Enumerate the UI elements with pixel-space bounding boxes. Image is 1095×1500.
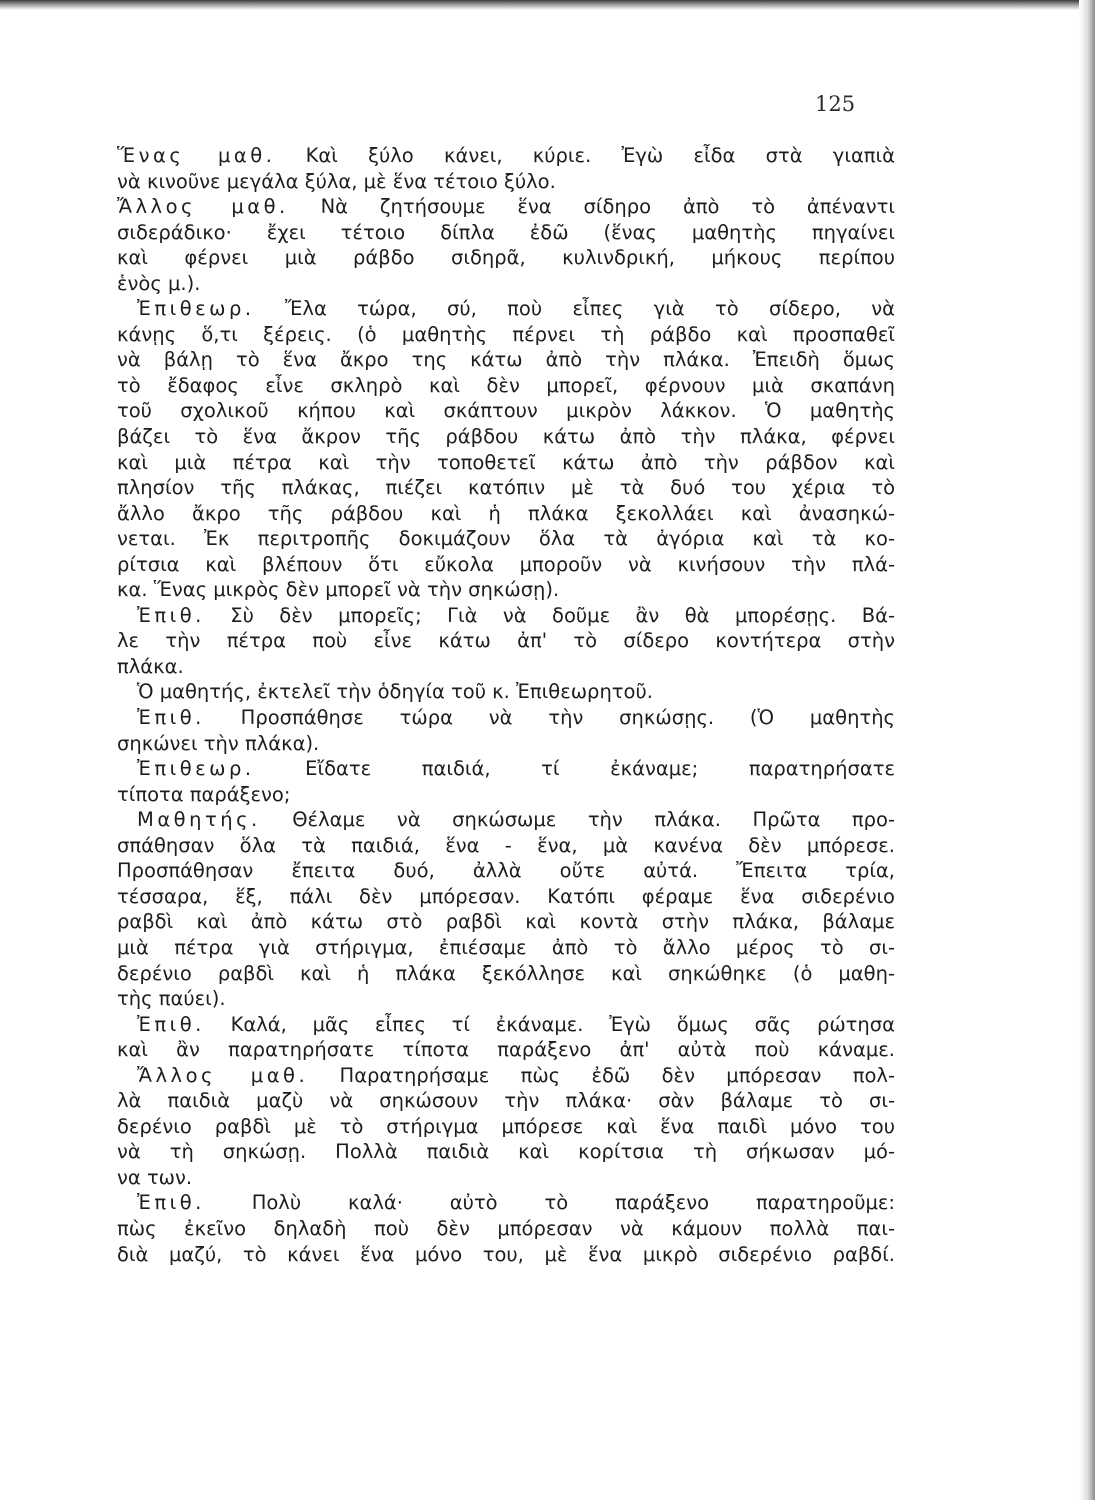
line-text: Θέλαμε νὰ σηκώσωμε τὴν πλάκα. Πρῶτα προ- — [260, 808, 895, 832]
text-line — [117, 526, 895, 552]
text-line — [117, 679, 895, 705]
line-text: Καὶ ξύλο κάνει, κύριε. Ἐγὼ εἶδα στὰ γιαπιὰ — [275, 144, 895, 167]
line-text: Ἔλα τώρα, σύ, ποὺ εἶπες γιὰ τὸ σίδερο, νὰ — [254, 297, 895, 321]
text-line — [117, 654, 895, 680]
line-text: Σὺ δὲν μπορεῖς; Γιὰ νὰ δοῦμε ἂν θὰ μπορέσῃς. Βά- — [204, 603, 895, 627]
text-line — [117, 1216, 895, 1242]
text-line — [117, 322, 895, 348]
text-line — [117, 577, 895, 603]
speaker-label: Ἄλλος μαθ. — [137, 1063, 309, 1087]
text-line — [117, 1063, 895, 1089]
body-text — [117, 143, 895, 1267]
line-text: νὰ βάλῃ τὸ ἕνα ἄκρο της κάτω ἀπὸ τὴν πλάκα. Ἐπειδὴ ὅμως — [117, 348, 895, 372]
line-text: ραβδὶ καὶ ἀπὸ κάτω στὸ ραβδὶ καὶ κοντὰ στὴν πλάκα, βάλαμε — [117, 910, 895, 934]
line-text: Εἴδατε παιδιά, τί ἐκάναμε; παρατηρήσατε — [254, 757, 895, 781]
line-text: Παρατηρήσαμε πὼς ἐδῶ δὲν μπόρεσαν πολ- — [308, 1063, 895, 1087]
line-text: πλησίον τῆς πλάκας, πιέζει κατόπιν μὲ τὰ δυό του χέρια τὸ — [117, 476, 895, 500]
text-line — [117, 1139, 895, 1165]
line-text: Καλά, μᾶς εἶπες τί ἐκάναμε. Ἐγὼ ὅμως σᾶς ρώτησα — [204, 1012, 895, 1036]
line-text: σπάθησαν ὅλα τὰ παιδιά, ἕνα - ἕνα, μὰ κανένα δὲν μπόρεσε. — [117, 833, 895, 857]
text-line — [117, 884, 895, 910]
speaker-label: Ἐπιθ. — [137, 603, 205, 627]
text-line — [117, 909, 895, 935]
text-line — [117, 858, 895, 884]
line-text: διὰ μαζύ, τὸ κάνει ἕνα μόνο του, μὲ ἕνα μικρὸ σιδερένιο ραβδί. — [117, 1242, 895, 1266]
text-line — [117, 1037, 895, 1063]
line-text: κάνῃς ὅ,τι ξέρεις. (ὁ μαθητὴς πέρνει τὴ ράβδο καὶ προσπαθεῖ — [117, 322, 895, 346]
line-text: Πολὺ καλά· αὐτὸ τὸ παράξενο παρατηροῦμε: — [204, 1191, 895, 1215]
line-text: Ὁ μαθητής, ἐκτελεῖ τὴν ὁδηγία τοῦ κ. Ἐπιθεωρητοῦ. — [137, 680, 653, 704]
line-text: καὶ ἂν παρατηρήσατε τίποτα παράξενο ἀπ' αὐτὰ ποὺ κάναμε. — [117, 1038, 895, 1062]
line-text: νὰ τὴ σηκώσῃ. Πολλὰ παιδιὰ καὶ κορίτσια τὴ σήκωσαν μό- — [117, 1140, 895, 1164]
text-line — [117, 271, 895, 297]
text-line — [117, 603, 895, 629]
line-text: τὴς παύει). — [117, 987, 226, 1011]
line-text: μιὰ πέτρα γιὰ στήριγμα, ἐπιέσαμε ἀπὸ τὸ ἄλλο μέρος τὸ σι- — [117, 935, 895, 959]
line-text: τὸ ἔδαφος εἶνε σκληρὸ καὶ δὲν μπορεῖ, φέρνουν μιὰ σκαπάνη — [117, 373, 895, 397]
text-line — [117, 143, 895, 169]
text-line — [117, 373, 895, 399]
text-line — [117, 935, 895, 961]
text-line — [117, 194, 895, 220]
text-line — [117, 1242, 895, 1268]
text-line — [117, 1012, 895, 1038]
line-text: Προσπάθησαν ἔπειτα δυό, ἀλλὰ οὔτε αὐτά. Ἔπειτα τρία, — [117, 859, 895, 883]
line-text: ἄλλο ἄκρο τῆς ράβδου καὶ ἡ πλάκα ξεκολλάει καὶ ἀνασηκώ- — [117, 501, 895, 525]
line-text: σηκώνει τὴν πλάκα). — [117, 731, 320, 755]
line-text: Νὰ ζητήσουμε ἕνα σίδηρο ἀπὸ τὸ ἀπέναντι — [288, 195, 895, 219]
text-line — [117, 450, 895, 476]
text-line — [117, 705, 895, 731]
text-line — [117, 220, 895, 246]
text-line — [117, 398, 895, 424]
text-line — [117, 347, 895, 373]
text-line — [117, 501, 895, 527]
text-line — [117, 169, 895, 195]
page-number: 125 — [815, 92, 856, 116]
text-line — [117, 296, 895, 322]
text-line — [117, 245, 895, 271]
text-line — [117, 986, 895, 1012]
line-text: τοῦ σχολικοῦ κήπου καὶ σκάπτουν μικρὸν λάκκον. Ὁ μαθητὴς — [117, 399, 895, 423]
line-text: καὶ μιὰ πέτρα καὶ τὴν τοποθετεῖ κάτω ἀπὸ τὴν ράβδον καὶ — [117, 450, 895, 474]
line-text: ρίτσια καὶ βλέπουν ὅτι εὔκολα μποροῦν νὰ κινήσουν τὴν πλά- — [117, 552, 895, 576]
line-text: βάζει τὸ ἕνα ἄκρον τῆς ράβδου κάτω ἀπὸ τὴν πλάκα, φέρνει — [117, 425, 895, 449]
line-text: ἑνὸς μ.). — [117, 271, 201, 295]
text-line — [117, 1088, 895, 1114]
speaker-label: Ἐπιθ. — [137, 1191, 205, 1215]
speaker-label: Ἐπιθεωρ. — [137, 757, 255, 781]
text-line — [117, 782, 895, 808]
text-line — [117, 961, 895, 987]
speaker-label: Μαθητής. — [137, 808, 261, 832]
line-text: νὰ κινοῦνε μεγάλα ξύλα, μὲ ἕνα τέτοιο ξύλο. — [117, 169, 556, 193]
text-line — [117, 628, 895, 654]
line-text: λὰ παιδιὰ μαζὺ νὰ σηκώσουν τὴν πλάκα· σὰν βάλαμε τὸ σι- — [117, 1089, 895, 1113]
text-line — [117, 475, 895, 501]
text-line — [117, 807, 895, 833]
line-text: τέσσαρα, ἕξ, πάλι δὲν μπόρεσαν. Κατόπι φέραμε ἕνα σιδερένιο — [117, 884, 895, 908]
line-text: κα. Ἕνας μικρὸς δὲν μπορεῖ νὰ τὴν σηκώσῃ). — [117, 578, 560, 602]
text-line — [117, 756, 895, 782]
line-text: τίποτα παράξενο; — [117, 782, 291, 806]
line-text: δερένιο ραβδὶ καὶ ἡ πλάκα ξεκόλλησε καὶ σηκώθηκε (ὁ μαθη- — [117, 961, 895, 985]
speaker-label: Ἐπιθ. — [137, 1012, 205, 1036]
text-line — [117, 833, 895, 859]
text-line — [117, 1114, 895, 1140]
speaker-label: Ἐπιθ. — [137, 706, 205, 730]
speaker-label: Ἕνας μαθ. — [117, 144, 276, 167]
text-line — [117, 424, 895, 450]
line-text: δερένιο ραβδὶ μὲ τὸ στήριγμα μπόρεσε καὶ ἕνα παιδὶ μόνο του — [117, 1114, 895, 1138]
line-text: Προσπάθησε τώρα νὰ τὴν σηκώσῃς. (Ὁ μαθητὴς — [204, 706, 895, 730]
line-text: σιδεράδικο· ἔχει τέτοιο δίπλα ἐδῶ (ἕνας μαθητὴς πηγαίνει — [117, 220, 895, 244]
speaker-label: Ἄλλος μαθ. — [117, 195, 289, 219]
line-text: πὼς ἐκεῖνο δηλαδὴ ποὺ δὲν μπόρεσαν νὰ κάμουν πολλὰ παι- — [117, 1216, 895, 1240]
line-text: λε τὴν πέτρα ποὺ εἶνε κάτω ἀπ' τὸ σίδερο κοντήτερα στὴν — [117, 629, 895, 653]
text-line — [117, 1190, 895, 1216]
speaker-label: Ἐπιθεωρ. — [137, 297, 255, 321]
line-text: πλάκα. — [117, 654, 184, 678]
text-line — [117, 552, 895, 578]
line-text: νεται. Ἐκ περιτροπῆς δοκιμάζουν ὅλα τὰ ἀγόρια καὶ τὰ κο- — [117, 527, 895, 551]
text-line — [117, 731, 895, 757]
line-text: καὶ φέρνει μιὰ ράβδο σιδηρᾶ, κυλινδρική, μήκους περίπου — [117, 246, 895, 270]
text-line — [117, 1165, 895, 1191]
line-text: να των. — [117, 1165, 193, 1189]
